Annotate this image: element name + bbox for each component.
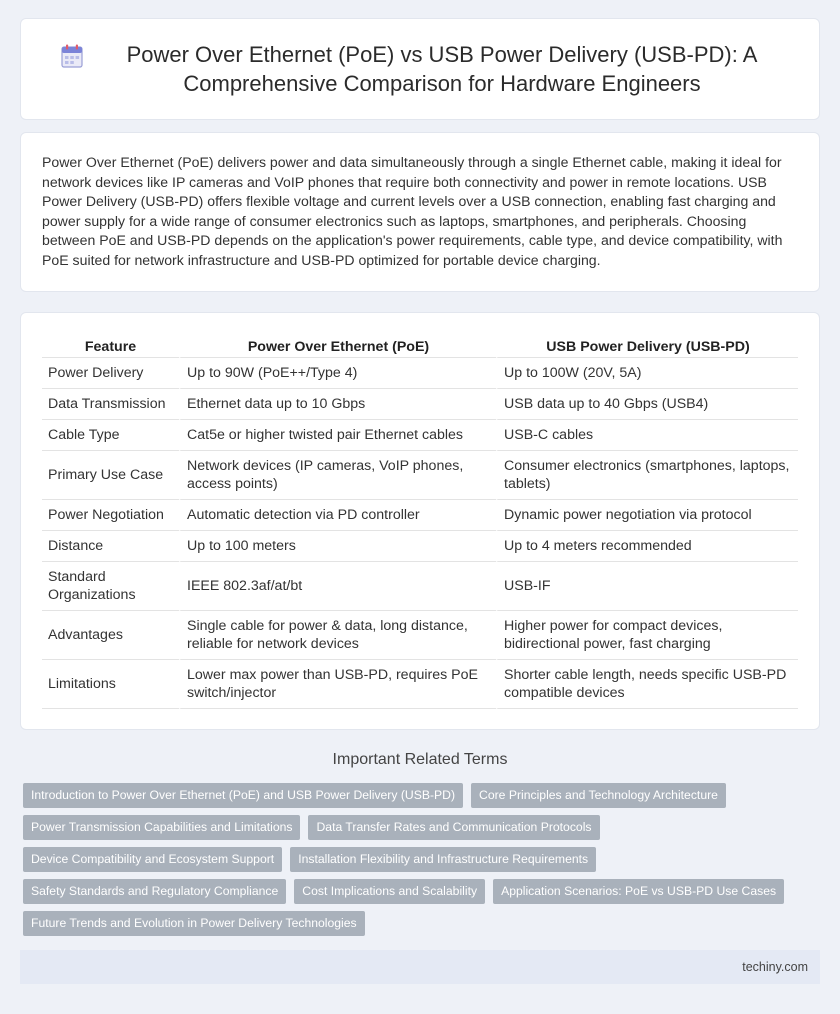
table-cell-poe: Ethernet data up to 10 Gbps: [179, 389, 496, 420]
related-term-tag[interactable]: Cost Implications and Scalability: [294, 879, 485, 904]
table-row: [42, 660, 798, 709]
table-cell-poe: Up to 100 meters: [179, 531, 496, 562]
table-cell-feature: Data Transmission: [42, 389, 179, 420]
calendar-icon: [61, 44, 83, 68]
intro-card: [20, 132, 820, 292]
table-cell-usb-pd: Higher power for compact devices, bidirectional power, fast charging: [496, 611, 798, 660]
title-card: [20, 18, 820, 120]
table-row: [42, 389, 798, 420]
footer-brand-link[interactable]: techiny.com: [742, 960, 808, 974]
comparison-table-card: [20, 312, 820, 730]
table-cell-usb-pd: Shorter cable length, needs specific USB-PD compatible devices: [496, 660, 798, 709]
table-cell-usb-pd: Dynamic power negotiation via protocol: [496, 500, 798, 531]
table-cell-feature: Power Delivery: [42, 358, 179, 389]
related-term-tag[interactable]: Installation Flexibility and Infrastructure Requirements: [290, 847, 596, 872]
table-cell-usb-pd: USB-C cables: [496, 420, 798, 451]
related-term-tag[interactable]: Application Scenarios: PoE vs USB-PD Use Cases: [493, 879, 784, 904]
title-wrap: [21, 40, 819, 98]
related-terms-title: Important Related Terms: [332, 751, 508, 768]
table-row: [42, 611, 798, 660]
header-poe: Power Over Ethernet (PoE): [179, 333, 496, 358]
header-usb-pd: USB Power Delivery (USB-PD): [496, 333, 798, 358]
table-cell-feature: Limitations: [42, 660, 179, 709]
table-cell-usb-pd: Up to 4 meters recommended: [496, 531, 798, 562]
table-cell-usb-pd: USB-IF: [496, 562, 798, 611]
related-term-tag[interactable]: Device Compatibility and Ecosystem Support: [23, 847, 282, 872]
related-term-tag[interactable]: Future Trends and Evolution in Power Delivery Technologies: [23, 911, 365, 936]
intro-paragraph: Power Over Ethernet (PoE) delivers power and data simultaneously through a single Ethernet cable, making it ideal for network devices like IP cameras and VoIP phones that require both connectivity and power in remote locations. USB Power Delivery (USB-PD) offers flexible voltage and current levels over a USB connection, enabling fast charging and power supply for a wide range of consumer electronics such as laptops, smartphones, and peripherals. Choosing between PoE and USB-PD depends on the application's power requirements, cable type, and device compatibility, with PoE suited for network infrastructure and USB-PD optimized for portable device charging.: [42, 154, 783, 268]
table-cell-poe: Network devices (IP cameras, VoIP phones, access points): [179, 451, 496, 500]
related-term-tag[interactable]: Data Transfer Rates and Communication Protocols: [308, 815, 599, 840]
table-row: [42, 358, 798, 389]
related-term-tag[interactable]: Core Principles and Technology Architecture: [471, 783, 726, 808]
table-row: [42, 531, 798, 562]
table-cell-poe: IEEE 802.3af/at/bt: [179, 562, 496, 611]
related-term-tag[interactable]: Introduction to Power Over Ethernet (PoE) and USB Power Delivery (USB-PD): [23, 783, 463, 808]
table-cell-feature: Advantages: [42, 611, 179, 660]
table-cell-poe: Automatic detection via PD controller: [179, 500, 496, 531]
table-cell-feature: Cable Type: [42, 420, 179, 451]
table-cell-poe: Cat5e or higher twisted pair Ethernet cables: [179, 420, 496, 451]
table-cell-usb-pd: Consumer electronics (smartphones, laptops, tablets): [496, 451, 798, 500]
table-cell-poe: Single cable for power & data, long distance, reliable for network devices: [179, 611, 496, 660]
related-terms-tags: [23, 783, 823, 943]
table-row: [42, 420, 798, 451]
table-cell-feature: Primary Use Case: [42, 451, 179, 500]
table-row: [42, 500, 798, 531]
table-cell-poe: Up to 90W (PoE++/Type 4): [179, 358, 496, 389]
footer: [20, 950, 820, 984]
related-term-tag[interactable]: Safety Standards and Regulatory Compliance: [23, 879, 286, 904]
table-cell-feature: Standard Organizations: [42, 562, 179, 611]
table-cell-usb-pd: Up to 100W (20V, 5A): [496, 358, 798, 389]
table-header-row: [42, 333, 798, 358]
related-term-tag[interactable]: Power Transmission Capabilities and Limitations: [23, 815, 300, 840]
comparison-table: [42, 333, 798, 709]
table-cell-feature: Power Negotiation: [42, 500, 179, 531]
table-row: [42, 451, 798, 500]
table-row: [42, 562, 798, 611]
table-cell-usb-pd: USB data up to 40 Gbps (USB4): [496, 389, 798, 420]
page-title: Power Over Ethernet (PoE) vs USB Power Delivery (USB-PD): A Comprehensive Comparison for Hardware Engineers: [126, 42, 758, 96]
table-cell-poe: Lower max power than USB-PD, requires PoE switch/injector: [179, 660, 496, 709]
header-feature: Feature: [42, 333, 179, 358]
table-cell-feature: Distance: [42, 531, 179, 562]
